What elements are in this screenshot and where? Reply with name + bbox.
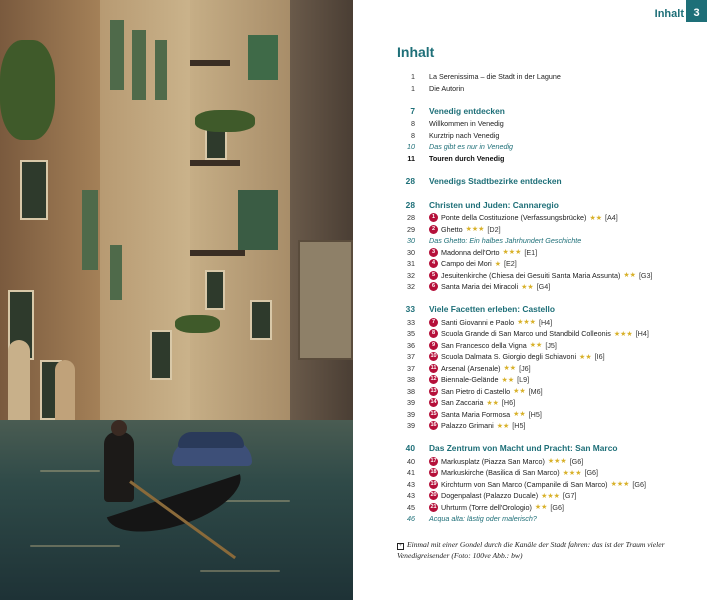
shutter: [248, 35, 278, 80]
rating-stars: ★: [494, 260, 502, 268]
ripple: [220, 500, 290, 502]
toc-entry-text: [429, 142, 513, 151]
toc-page-number: 37: [407, 363, 415, 373]
toc-page-number: 40: [407, 456, 415, 466]
toc-entry-label: Kurztrip nach Venedig: [429, 130, 500, 140]
toc-entry[interactable]: [393, 130, 693, 142]
rating-stars: ★★: [503, 365, 517, 373]
toc-section-heading[interactable]: [393, 103, 693, 118]
rating-stars: ★★: [623, 272, 636, 280]
toc-entry-text: [429, 213, 618, 222]
toc-page-number: 45: [407, 502, 415, 512]
toc-entry-label: Willkommen in Venedig: [429, 119, 504, 129]
sight-number-badge: 16: [430, 422, 437, 429]
toc-entry[interactable]: [393, 502, 693, 514]
toc-entry-label: Jesuitenkirche (Chiesa dei Gesuiti Santa Maria Assunta): [441, 270, 621, 280]
toc-entry-label: San Pietro di Castello: [441, 386, 511, 396]
toc-entry[interactable]: [393, 456, 693, 468]
ripple: [30, 545, 120, 547]
toc-entry-label: Das Ghetto: Ein halbes Jahrhundert Geschichte: [429, 236, 582, 246]
toc-entry-label: Dogenpalast (Palazzo Ducale): [441, 491, 539, 501]
map-grid-ref: [E1]: [524, 247, 538, 257]
rating-stars: ★★: [579, 353, 592, 361]
balcony: [190, 250, 245, 256]
ripple: [200, 570, 280, 572]
page-number: 3: [686, 0, 707, 22]
map-grid-ref: [H6]: [501, 398, 516, 408]
toc-entry-text: [429, 282, 550, 291]
toc-page-number: 30: [407, 247, 415, 257]
right-balcony: [298, 240, 353, 360]
map-grid-ref: [H4]: [635, 329, 649, 339]
sight-number-badge: 12: [430, 376, 437, 383]
sight-number-badge: 6: [429, 282, 438, 291]
sight-number-badge: 20: [430, 492, 437, 499]
photo-caption: [397, 539, 677, 561]
rating-stars: ★★: [513, 411, 526, 419]
toc-page-number: 43: [407, 491, 415, 501]
toc-entry[interactable]: [393, 281, 693, 293]
map-grid-ref: [L9]: [517, 375, 530, 385]
toc-page-number: 31: [407, 259, 415, 269]
toc-entry-text: [429, 176, 562, 186]
toc-entry-label: Santi Giovanni e Paolo: [441, 317, 515, 327]
toc-gap: [393, 432, 693, 441]
toc-entry[interactable]: [393, 363, 693, 375]
sight-number-badge: 8: [429, 329, 438, 338]
sight-number-badge: 2: [429, 225, 438, 234]
rating-stars: ★★★: [610, 481, 630, 489]
toc-gap: [393, 94, 693, 103]
toc-entry-label: Ponte della Costituzione (Verfassungsbrücke): [441, 213, 587, 223]
toc-section-heading[interactable]: [393, 441, 693, 456]
toc-page-number: 43: [407, 479, 415, 489]
rating-stars: ★★★: [502, 249, 522, 257]
toc-page-number: 28: [405, 175, 415, 186]
window: [150, 330, 172, 380]
ripple: [40, 470, 100, 472]
toc-entry[interactable]: [393, 513, 693, 525]
toc-entry-text: [429, 375, 529, 384]
toc-entry-text: [429, 200, 559, 210]
toc-entry-text: [429, 480, 646, 489]
map-grid-ref: [D2]: [487, 224, 501, 234]
map-grid-ref: [H5]: [528, 409, 542, 419]
sight-number-badge: 4: [429, 259, 438, 268]
window: [250, 300, 272, 340]
sight-number-badge: 15: [430, 410, 437, 417]
shutter: [155, 40, 167, 100]
toc-section-heading[interactable]: [393, 302, 693, 317]
toc-page-number: 28: [407, 213, 415, 223]
toc-entry-label: Madonna dell'Orto: [441, 247, 500, 257]
toc-entry-label: Touren durch Venedig: [429, 153, 505, 163]
toc-page-number: 36: [407, 340, 415, 350]
toc-entry[interactable]: [393, 328, 693, 340]
toc-entry-label: Scuola Grande di San Marco und Standbild Colleonis: [441, 329, 611, 339]
toc-page-number: 39: [407, 421, 415, 431]
toc-entry-text: [429, 259, 517, 268]
map-grid-ref: [G6]: [569, 456, 584, 466]
sight-number-badge: 21: [430, 503, 437, 510]
toc-entry[interactable]: [393, 235, 693, 247]
shutter: [238, 190, 278, 250]
toc-entry-text: [429, 352, 605, 361]
toc-entry[interactable]: [393, 258, 693, 270]
map-grid-ref: [G7]: [562, 491, 577, 501]
map-grid-ref: [M6]: [528, 386, 543, 396]
toc-entry[interactable]: [393, 270, 693, 282]
toc-page-number: 46: [407, 514, 415, 524]
toc-entry[interactable]: [393, 479, 693, 491]
shutter: [82, 190, 98, 270]
toc-entry[interactable]: [393, 409, 693, 421]
toc-page-number: 8: [411, 119, 415, 129]
toc-entry[interactable]: [393, 374, 693, 386]
rating-stars: ★★★: [541, 492, 560, 500]
toc-entry[interactable]: [393, 490, 693, 502]
toc-entry-text: [429, 248, 537, 257]
toc-entry-text: [429, 364, 531, 373]
toc-page-number: 29: [407, 224, 415, 234]
toc-entry-label: Markuskirche (Basilica di San Marco): [441, 468, 560, 478]
toc-entry[interactable]: [393, 71, 693, 83]
toc-entry[interactable]: [393, 340, 693, 352]
toc-entry-label: San Zaccaria: [441, 398, 484, 408]
toc-entry[interactable]: [393, 397, 693, 409]
plants: [175, 315, 220, 333]
shutter: [110, 20, 124, 90]
map-grid-ref: [H4]: [538, 317, 553, 327]
toc-entry[interactable]: [393, 141, 693, 153]
toc-entry[interactable]: [393, 420, 693, 432]
gondolier-head: [111, 420, 127, 436]
toc-page-number: 1: [411, 72, 415, 82]
toc-entry[interactable]: [393, 83, 693, 95]
toc-entry[interactable]: [393, 386, 693, 398]
map-grid-ref: [J6]: [519, 363, 531, 373]
toc-entry-text: [429, 387, 543, 396]
map-grid-ref: [G6]: [632, 479, 646, 489]
toc-entry-label: Campo dei Mori: [441, 259, 492, 269]
toc-entry-text: [429, 119, 504, 128]
toc-page-number: 33: [407, 317, 415, 327]
toc-entry-text: [429, 72, 561, 81]
photo-ref-icon: +: [398, 543, 403, 549]
toc-entry-label: Ghetto: [441, 224, 463, 234]
toc-page-number: 40: [405, 443, 415, 453]
sight-number-badge: 9: [429, 341, 438, 350]
rating-stars: ★★: [513, 388, 526, 396]
toc-entry-label: San Francesco della Vigna: [441, 340, 527, 350]
toc-entry-label: Das Zentrum von Macht und Pracht: San Marco: [429, 443, 618, 453]
rating-stars: ★★: [521, 283, 534, 291]
toc-section-heading[interactable]: [393, 197, 693, 212]
sight-number-badge: 13: [430, 387, 437, 394]
toc-entry-text: [429, 468, 598, 477]
toc-entry-text: [429, 503, 564, 512]
shutter: [110, 245, 122, 300]
sight-number-badge: 10: [430, 353, 437, 360]
map-grid-ref: [H5]: [512, 421, 526, 431]
toc-page-number: 41: [407, 468, 415, 478]
toc-page-number: 1: [411, 83, 415, 93]
toc-entry-label: Palazzo Grimani: [441, 421, 494, 431]
toc-entry[interactable]: [393, 317, 693, 329]
running-header-label: Inhalt: [654, 8, 684, 20]
rating-stars: ★★: [589, 214, 602, 222]
toc-entry-label: Kirchturm von San Marco (Campanile di San Marco): [441, 479, 608, 489]
toc-page-number: 7: [410, 105, 415, 116]
map-grid-ref: [G4]: [536, 282, 551, 292]
map-grid-ref: [G6]: [584, 468, 599, 478]
toc-entry-text: [429, 457, 583, 466]
toc-entry-text: [429, 131, 499, 140]
sight-number-badge: 5: [429, 271, 438, 280]
toc-page-number: 11: [407, 153, 415, 163]
rating-stars: ★★★: [465, 226, 485, 234]
toc-entry-label: Das gibt es nur in Venedig: [429, 142, 514, 152]
toc-page-number: 38: [407, 375, 415, 385]
sight-number-badge: 18: [430, 469, 437, 476]
map-grid-ref: [A4]: [605, 213, 618, 223]
toc-page-number: 32: [407, 270, 415, 280]
toc-entry-label: Die Autorin: [429, 83, 465, 93]
toc-entry[interactable]: [393, 153, 693, 165]
toc-entry[interactable]: [393, 118, 693, 130]
toc-section-heading[interactable]: [393, 173, 693, 188]
plants: [0, 40, 55, 140]
window: [205, 270, 225, 310]
toc-gap: [393, 188, 693, 197]
toc-page-number: 35: [407, 329, 415, 339]
toc-page-number: 30: [407, 236, 415, 246]
toc-entry-label: Scuola Dalmata S. Giorgio degli Schiavoni: [441, 352, 577, 362]
toc-entry-text: [429, 318, 552, 327]
toc-entry-text: [429, 106, 505, 116]
shutter: [132, 30, 146, 100]
balcony: [190, 160, 240, 166]
venice-canal-photo: [0, 0, 353, 600]
toc-entry-text: [429, 84, 464, 93]
toc-page-number: 37: [407, 352, 415, 362]
sight-number-badge: 11: [430, 364, 437, 371]
sight-number-badge: 14: [430, 399, 437, 406]
toc-entry-label: Venedig entdecken: [429, 105, 505, 116]
rating-stars: ★★: [496, 422, 510, 430]
toc-entry-text: [429, 341, 557, 350]
toc-entry-text: [429, 421, 525, 430]
toc-entry-label: Santa Maria dei Miracoli: [441, 282, 519, 292]
rating-stars: ★★★: [613, 330, 633, 338]
rating-stars: ★★★: [517, 319, 536, 327]
boat-cover: [178, 432, 244, 448]
toc-entry-text: [429, 443, 617, 453]
toc-entry-label: Biennale-Gelände: [441, 375, 499, 385]
toc-entry-label: La Serenissima – die Stadt in der Lagune: [429, 72, 561, 82]
toc-entry[interactable]: [393, 212, 693, 224]
toc-entry-text: [429, 329, 649, 338]
toc-entry[interactable]: [393, 351, 693, 363]
toc-entry-label: Christen und Juden: Cannaregio: [429, 199, 559, 210]
toc-entry-label: Markusplatz (Piazza San Marco): [441, 456, 545, 466]
toc-entry-text: [429, 304, 555, 314]
running-header: [353, 0, 707, 22]
caption-text: Einmal mit einer Gondel durch die Kanäle der Stadt fahren: das ist der Traum vieler Venedigreisender (Foto: 100ve Abb.: bw): [397, 540, 665, 560]
toc-page-number: 33: [405, 304, 415, 314]
toc-gap: [393, 293, 693, 302]
sight-number-badge: 1: [429, 213, 438, 222]
gondolier: [104, 432, 134, 502]
toc-page-number: 39: [407, 409, 415, 419]
toc-entry-label: Uhrturm (Torre dell'Orologio): [441, 502, 532, 512]
map-grid-ref: [I6]: [594, 352, 605, 362]
sight-number-badge: 7: [429, 318, 438, 327]
sight-number-badge: 3: [429, 248, 438, 257]
map-grid-ref: [G6]: [550, 502, 564, 512]
toc-entry-label: Arsenal (Arsenale): [441, 363, 501, 373]
contents-page: [353, 0, 707, 600]
rating-stars: ★★: [486, 399, 499, 407]
toc-entry-text: [429, 225, 501, 234]
toc-entry-label: Venedigs Stadtbezirke entdecken: [429, 175, 562, 186]
toc-page-number: 39: [407, 398, 415, 408]
toc-entry-text: [429, 236, 581, 245]
rating-stars: ★★★: [547, 458, 567, 466]
map-grid-ref: [J5]: [545, 340, 557, 350]
toc-entry-text: [429, 271, 653, 280]
rating-stars: ★★: [501, 376, 515, 384]
toc-entry-label: Santa Maria Formosa: [441, 409, 511, 419]
toc-page-number: 38: [407, 386, 415, 396]
toc-entry-label: Acqua alta: lästig oder malerisch?: [429, 514, 537, 524]
toc-entry-text: [429, 154, 504, 163]
toc-page-number: 28: [405, 199, 415, 210]
rating-stars: ★★: [529, 342, 543, 350]
map-grid-ref: [E2]: [504, 259, 517, 269]
toc-entry-text: [429, 491, 577, 500]
sight-number-badge: 19: [430, 480, 437, 487]
toc-entry[interactable]: [393, 224, 693, 236]
toc-entry[interactable]: [393, 247, 693, 259]
toc-entry-label: Viele Facetten erleben: Castello: [429, 304, 555, 314]
toc-gap: [393, 164, 693, 173]
page-title: Inhalt: [397, 44, 435, 60]
table-of-contents: [393, 71, 693, 525]
toc-page-number: 10: [407, 142, 415, 152]
balcony: [190, 60, 230, 66]
toc-page-number: 8: [411, 130, 415, 140]
rating-stars: ★★★: [562, 469, 582, 477]
toc-entry-text: [429, 514, 537, 523]
plants: [195, 110, 255, 132]
toc-entry[interactable]: [393, 467, 693, 479]
sight-number-badge: 17: [430, 457, 437, 464]
toc-entry-text: [429, 410, 542, 419]
toc-entry-text: [429, 398, 515, 407]
window: [20, 160, 48, 220]
rating-stars: ★★: [534, 504, 548, 512]
toc-page-number: 32: [407, 282, 415, 292]
map-grid-ref: [G3]: [638, 270, 653, 280]
